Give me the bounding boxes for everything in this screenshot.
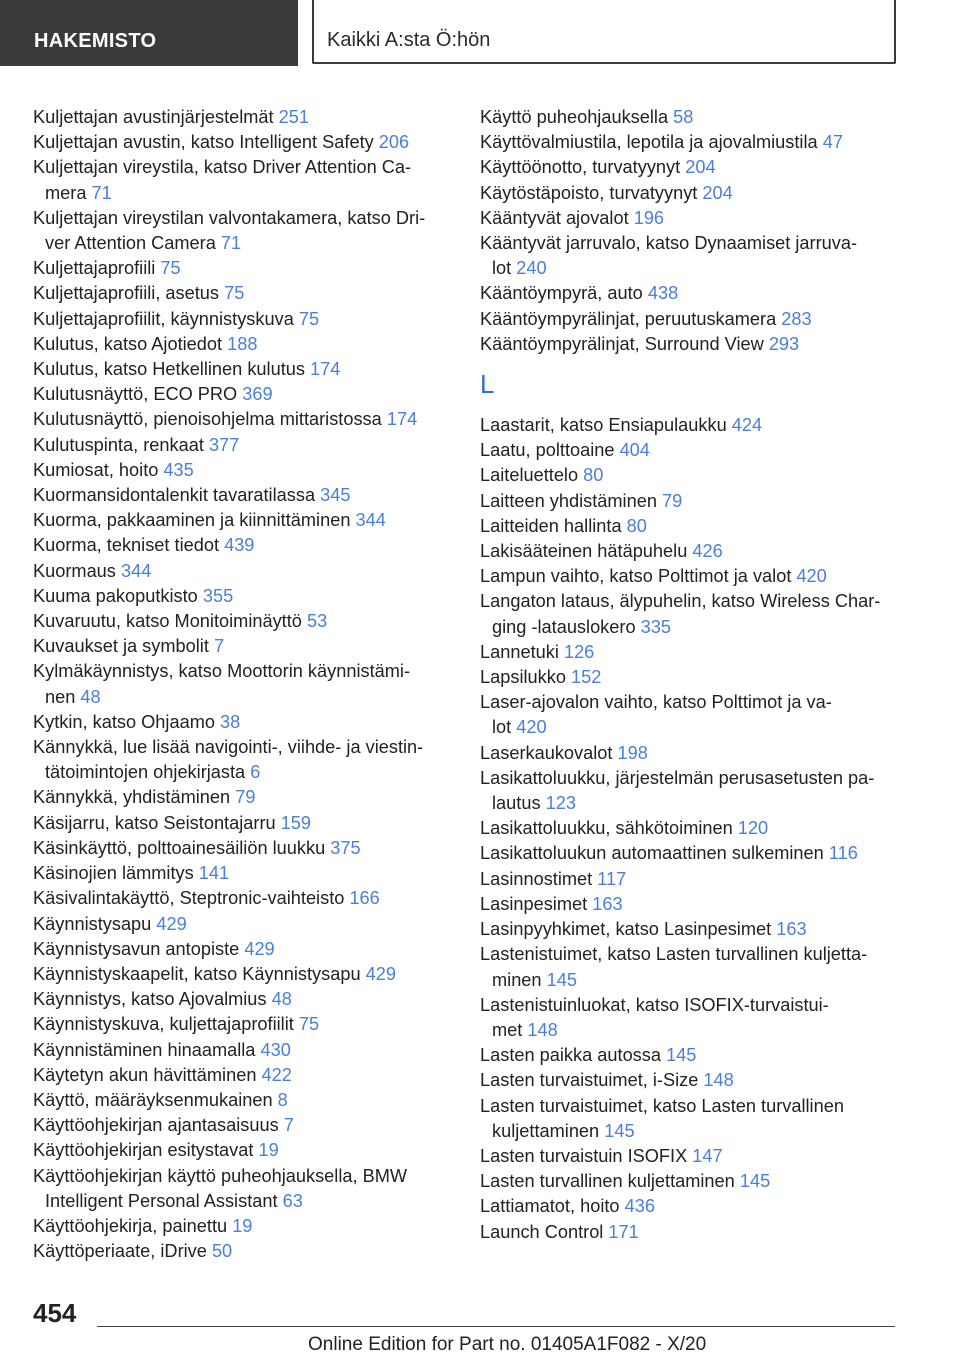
entry-text: Käyttöohjekirjan esitystavat: [33, 1140, 254, 1161]
entry-text: Kuljettajaprofiili: [33, 258, 156, 279]
page-reference-link[interactable]: 283: [781, 308, 812, 329]
entry-text: Kääntöympyrälinjat, peruutuskamera: [480, 308, 777, 329]
entry-text: Kulutuspinta, renkaat: [33, 434, 204, 455]
page-reference-link[interactable]: 377: [208, 434, 240, 455]
page-reference-link[interactable]: 204: [685, 157, 716, 178]
index-column-left: [33, 105, 443, 1264]
page-reference-link[interactable]: 430: [260, 1039, 291, 1060]
page-reference-link[interactable]: 426: [692, 541, 723, 562]
page-reference-link[interactable]: 50: [211, 1241, 233, 1262]
entry-text: Kulutusnäyttö, pienoisohjelma mittaristossa: [33, 409, 382, 430]
index-entry: [480, 514, 900, 539]
page-reference-link[interactable]: 424: [731, 415, 763, 436]
index-entry: [480, 841, 900, 866]
entry-text: Laatu, polttoaine: [480, 440, 615, 461]
page-reference-link[interactable]: 375: [330, 837, 361, 858]
entry-text: Lampun vaihto, katso Polttimot ja valot: [480, 566, 792, 587]
index-entry: [33, 937, 443, 962]
index-column-right: [480, 105, 900, 1245]
index-entry: [480, 281, 900, 306]
page-reference-link[interactable]: 240: [516, 258, 547, 279]
index-entry: [480, 1144, 900, 1169]
page-reference-link[interactable]: 145: [604, 1120, 635, 1141]
index-entry: [33, 609, 443, 634]
index-entry: [480, 892, 900, 917]
index-entry: [480, 181, 900, 206]
entry-text: Lasikattoluukun automaattinen sulkeminen: [480, 843, 824, 864]
entry-text: Kumiosat, hoito: [33, 459, 159, 480]
entry-text: Kännykkä, yhdistäminen: [33, 787, 231, 808]
entry-text: Kuormaus: [33, 560, 116, 581]
entry-text: Käytöstäpoisto, turvatyynyt: [480, 182, 698, 203]
entry-text: Lapsilukko: [480, 667, 566, 688]
entry-text: Käyttöohjekirjan ajantasaisuus: [33, 1115, 279, 1136]
page-reference-link[interactable]: 123: [545, 793, 576, 814]
entry-text: Lastenistuinluokat, katso ISOFIX-turvaistui-: [480, 994, 829, 1015]
index-entry: [33, 1138, 443, 1163]
page-reference-link[interactable]: 47: [822, 132, 843, 153]
entry-text: Laiteluettelo: [480, 465, 579, 486]
index-entry: [480, 741, 900, 766]
page-reference-link[interactable]: 19: [258, 1140, 279, 1161]
index-entry: [33, 912, 443, 937]
page-reference-link[interactable]: 251: [278, 107, 310, 127]
entry-text: Laserkaukovalot: [480, 742, 613, 763]
page-reference-link[interactable]: 145: [546, 969, 577, 990]
index-group-k: [480, 105, 900, 357]
entry-text: lot: [492, 717, 512, 738]
entry-text: Käyttöohjekirja, painettu: [33, 1215, 228, 1236]
entry-text: Kääntöympyrälinjat, Surround View: [480, 333, 764, 354]
page-reference-link[interactable]: 53: [306, 611, 328, 632]
index-entry: [33, 559, 443, 584]
page-reference-link[interactable]: 126: [563, 641, 595, 662]
entry-text: ver Attention Camera: [45, 233, 216, 254]
page-reference-link[interactable]: 148: [527, 1019, 558, 1040]
page-reference-link[interactable]: 159: [280, 812, 312, 833]
section-tab[interactable]: HAKEMISTO: [0, 0, 298, 66]
index-entry: [33, 886, 443, 911]
entry-text: Kytkin, katso Ohjaamo: [33, 711, 215, 732]
page-reference-link[interactable]: 204: [702, 182, 733, 203]
page-reference-link[interactable]: 196: [633, 207, 665, 228]
entry-text: Käyttöönotto, turvatyynyt: [480, 157, 681, 178]
page-reference-link[interactable]: 141: [198, 863, 230, 884]
page-reference-link[interactable]: 145: [739, 1171, 771, 1192]
page-reference-link[interactable]: 188: [227, 333, 258, 354]
entry-text: Kuljettajaprofiili, asetus: [33, 283, 220, 304]
entry-text: Käytetyn akun hävittäminen: [33, 1064, 257, 1085]
index-entry: [33, 1012, 443, 1037]
page-reference-link[interactable]: 7: [283, 1115, 294, 1136]
footer-divider: [97, 1326, 895, 1327]
section-letter-heading: L: [480, 369, 495, 400]
entry-text: Käynnistysavun antopiste: [33, 938, 240, 959]
index-entry: [33, 1214, 443, 1239]
index-entry: [480, 690, 900, 740]
index-entry: [480, 942, 900, 992]
index-entry: [480, 307, 900, 332]
index-entry: [33, 508, 443, 533]
entry-text: kuljettaminen: [492, 1120, 600, 1141]
index-entry: [33, 1164, 443, 1214]
entry-text: Kääntyvät ajovalot: [480, 207, 629, 228]
entry-text: Lasikattoluukku, sähkötoiminen: [480, 818, 733, 839]
page-reference-link[interactable]: 163: [776, 919, 807, 940]
page-reference-link[interactable]: 145: [666, 1045, 697, 1066]
index-entry: [480, 438, 900, 463]
page-reference-link[interactable]: 438: [647, 283, 679, 304]
entry-text: Käyttö, määräyksenmukainen: [33, 1089, 273, 1110]
entry-text: Lastenistuimet, katso Lasten turvallinen kuljetta-: [480, 944, 868, 965]
page-reference-link[interactable]: 163: [592, 893, 623, 914]
page-reference-link[interactable]: 293: [768, 333, 800, 354]
page-reference-link[interactable]: 152: [571, 667, 602, 688]
page-reference-link[interactable]: 422: [261, 1064, 292, 1085]
entry-text: Käsinojien lämmitys: [33, 863, 194, 884]
page-reference-link[interactable]: 58: [673, 107, 694, 127]
index-entry: [33, 1113, 443, 1138]
entry-text: Lasten turvallinen kuljettaminen: [480, 1171, 735, 1192]
page-reference-link[interactable]: 117: [597, 868, 627, 889]
page-reference-link[interactable]: 148: [703, 1070, 734, 1091]
index-entry: [480, 589, 900, 639]
entry-text: Lasten turvaistuimet, katso Lasten turvallinen: [480, 1095, 844, 1116]
page-reference-link[interactable]: 344: [355, 510, 386, 531]
entry-text: Käynnistysapu: [33, 913, 152, 934]
index-entry: [33, 458, 443, 483]
index-entry: [33, 357, 443, 382]
index-entry: [480, 463, 900, 488]
entry-text: Kulutus, katso Ajotiedot: [33, 333, 223, 354]
page-reference-link[interactable]: 48: [80, 686, 101, 707]
entry-text: Lasten paikka autossa: [480, 1045, 661, 1066]
page-reference-link[interactable]: 206: [378, 132, 410, 153]
index-entry: [480, 155, 900, 180]
page-reference-link[interactable]: 369: [242, 384, 273, 405]
index-entry: [33, 130, 443, 155]
page-reference-link[interactable]: 80: [583, 465, 604, 486]
page-reference-link[interactable]: 63: [282, 1190, 303, 1211]
page-reference-link[interactable]: 420: [516, 717, 547, 738]
index-entry: [480, 105, 900, 130]
entry-text: Lasinnostimet: [480, 868, 593, 889]
entry-text: Kuormansidontalenkit tavaratilassa: [33, 485, 316, 506]
page-reference-link[interactable]: 404: [619, 440, 650, 461]
page-reference-link[interactable]: 429: [365, 963, 396, 984]
entry-text: mera: [45, 182, 87, 203]
index-group-l: [480, 413, 900, 1245]
page-header: [0, 0, 960, 66]
entry-text: Laitteiden hallinta: [480, 515, 622, 536]
footer-edition: Online Edition for Part no. 01405A1F082 - X/20: [308, 1334, 707, 1355]
index-entry: [33, 433, 443, 458]
page-reference-link[interactable]: 75: [160, 258, 181, 279]
page-reference-link[interactable]: 439: [224, 535, 255, 556]
page-reference-link[interactable]: 335: [640, 616, 671, 637]
index-entry: [480, 231, 900, 281]
index-entry: [33, 659, 443, 709]
index-entry: [480, 1094, 900, 1144]
entry-text: Launch Control: [480, 1221, 604, 1242]
entry-text: Lasten turvaistuin ISOFIX: [480, 1145, 688, 1166]
page-reference-link[interactable]: 7: [213, 636, 225, 657]
entry-text: Lasinpesimet: [480, 893, 588, 914]
index-entry: [480, 816, 900, 841]
index-entry: [33, 307, 443, 332]
page-reference-link[interactable]: 429: [156, 913, 187, 934]
entry-text: Kuljettajan vireystilan valvontakamera, katso Dri-: [33, 207, 426, 228]
page-reference-link[interactable]: 435: [163, 459, 194, 480]
index-entry: [480, 867, 900, 892]
entry-text: Lannetuki: [480, 641, 559, 662]
index-entry: [33, 1038, 443, 1063]
entry-text: Kuorma, pakkaaminen ja kiinnittäminen: [33, 510, 351, 531]
entry-text: Käyttö puheohjauksella: [480, 107, 669, 127]
index-entry: [33, 382, 443, 407]
page-reference-link[interactable]: 75: [224, 283, 245, 304]
page-reference-link[interactable]: 420: [796, 566, 827, 587]
page-reference-link[interactable]: 38: [220, 711, 241, 732]
page-reference-link[interactable]: 147: [692, 1145, 723, 1166]
index-entry: [33, 811, 443, 836]
page-reference-link[interactable]: 71: [220, 233, 242, 254]
index-entry: [480, 206, 900, 231]
index-entry: [480, 1169, 900, 1194]
entry-text: Kuljettajan avustin, katso Intelligent Safety: [33, 132, 374, 153]
page-reference-link[interactable]: 8: [277, 1089, 288, 1110]
index-entry: [33, 281, 443, 306]
index-entry: [33, 785, 443, 810]
index-entry: [33, 332, 443, 357]
page-reference-link[interactable]: 166: [349, 888, 380, 909]
index-entry: [480, 539, 900, 564]
entry-text: tätoimintojen ohjekirjasta: [45, 762, 246, 783]
index-entry: [33, 634, 443, 659]
index-entry: [480, 564, 900, 589]
entry-text: Lasten turvaistuimet, i-Size: [480, 1070, 699, 1091]
page-reference-link[interactable]: 6: [250, 762, 261, 783]
entry-text: Kuvaukset ja symbolit: [33, 636, 209, 657]
index-entry: [480, 489, 900, 514]
index-entry: [480, 1043, 900, 1068]
page-reference-link[interactable]: 171: [608, 1221, 639, 1242]
subsection-title: Kaikki A:sta Ö:hön: [312, 0, 896, 64]
page-reference-link[interactable]: 174: [386, 409, 418, 430]
entry-text: Kylmäkäynnistys, katso Moottorin käynnistämi-: [33, 661, 411, 682]
entry-text: Lattiamatot, hoito: [480, 1196, 620, 1217]
entry-text: ging -latauslokero: [492, 616, 636, 637]
entry-text: Langaton lataus, älypuhelin, katso Wireless Char-: [480, 591, 881, 612]
entry-text: Laser-ajovalon vaihto, katso Polttimot ja va-: [480, 692, 832, 713]
page-reference-link[interactable]: 80: [626, 515, 647, 536]
entry-text: Intelligent Personal Assistant: [45, 1190, 278, 1211]
entry-text: Käyttöohjekirjan käyttö puheohjauksella, BMW: [33, 1165, 408, 1186]
index-entry: [480, 917, 900, 942]
page-number: 454: [33, 1298, 77, 1328]
entry-text: Kuorma, tekniset tiedot: [33, 535, 220, 556]
entry-text: Käsinkäyttö, polttoainesäiliön luukku: [33, 837, 326, 858]
index-entry: [480, 766, 900, 816]
index-entry: [480, 413, 900, 438]
entry-text: nen: [45, 686, 76, 707]
index-entry: [33, 483, 443, 508]
index-entry: [33, 533, 443, 558]
page-reference-link[interactable]: 120: [737, 818, 769, 839]
index-entry: [33, 1063, 443, 1088]
entry-text: minen: [492, 969, 542, 990]
page-reference-link[interactable]: 75: [298, 1014, 320, 1035]
index-entry: [33, 256, 443, 281]
page-reference-link[interactable]: 344: [120, 560, 152, 581]
entry-text: Laastarit, katso Ensiapulaukku: [480, 415, 727, 436]
index-entry: [480, 1194, 900, 1219]
index-entry: [480, 1068, 900, 1093]
entry-text: lot: [492, 258, 512, 279]
index-entry: [33, 206, 443, 256]
entry-text: Käyttöperiaate, iDrive: [33, 1241, 207, 1262]
entry-text: Käsivalintakäyttö, Steptronic-vaihteisto: [33, 888, 345, 909]
page-reference-link[interactable]: 436: [624, 1196, 655, 1217]
entry-text: Laitteen yhdistäminen: [480, 490, 657, 511]
entry-text: Kännykkä, lue lisää navigointi-, viihde- ja viestin-: [33, 737, 424, 758]
entry-text: Kulutus, katso Hetkellinen kulutus: [33, 359, 305, 380]
page-reference-link[interactable]: 48: [271, 989, 292, 1010]
entry-text: Lasinpyyhkimet, katso Lasinpesimet: [480, 919, 772, 940]
entry-text: Kuvaruutu, katso Monitoiminäyttö: [33, 611, 302, 632]
page-reference-link[interactable]: 79: [235, 787, 256, 808]
entry-text: Lakisääteinen hätäpuhelu: [480, 541, 688, 562]
index-entry: [33, 1088, 443, 1113]
index-entry: [480, 993, 900, 1043]
index-entry: [33, 584, 443, 609]
entry-text: Käynnistys, katso Ajovalmius: [33, 989, 267, 1010]
page-reference-link[interactable]: 116: [828, 843, 858, 864]
index-entry: [33, 836, 443, 861]
entry-text: lautus: [492, 793, 541, 814]
page-reference-link[interactable]: 174: [310, 359, 341, 380]
page-reference-link[interactable]: 345: [320, 485, 351, 506]
index-entry: [33, 962, 443, 987]
index-entry: [33, 407, 443, 432]
entry-text: Kuljettajan vireystila, katso Driver Attention Ca-: [33, 157, 412, 178]
entry-text: Kääntyvät jarruvalo, katso Dynaamiset jarruva-: [480, 233, 858, 254]
entry-text: Lasikattoluukku, järjestelmän perusasetusten pa-: [480, 767, 875, 788]
index-entry: [33, 105, 443, 130]
page-reference-link[interactable]: 19: [232, 1215, 253, 1236]
page-reference-link[interactable]: 71: [91, 182, 112, 203]
page-reference-link[interactable]: 355: [202, 585, 234, 606]
entry-text: Käyttövalmiustila, lepotila ja ajovalmiustila: [480, 132, 818, 153]
index-entry: [33, 155, 443, 205]
index-entry: [480, 130, 900, 155]
entry-text: Käsijarru, katso Seistontajarru: [33, 812, 276, 833]
entry-text: Kuljettajaprofiilit, käynnistyskuva: [33, 308, 294, 329]
entry-text: Kuljettajan avustinjärjestelmät: [33, 107, 274, 127]
entry-text: Kääntöympyrä, auto: [480, 283, 643, 304]
entry-text: Käynnistyskuva, kuljettajaprofiilit: [33, 1014, 294, 1035]
index-entry: [480, 332, 900, 357]
index-entry: [33, 861, 443, 886]
page-reference-link[interactable]: 79: [662, 490, 683, 511]
page-reference-link[interactable]: 198: [617, 742, 648, 763]
entry-text: Kulutusnäyttö, ECO PRO: [33, 384, 238, 405]
index-entry: [33, 735, 443, 785]
index-entry: [33, 710, 443, 735]
entry-text: Käynnistäminen hinaamalla: [33, 1039, 256, 1060]
entry-text: met: [492, 1019, 523, 1040]
page-reference-link[interactable]: 75: [298, 308, 320, 329]
index-entry: [33, 987, 443, 1012]
entry-text: Käynnistyskaapelit, katso Käynnistysapu: [33, 963, 361, 984]
index-entry: [480, 1220, 900, 1245]
entry-text: Kuuma pakoputkisto: [33, 585, 198, 606]
index-entry: [480, 665, 900, 690]
page-reference-link[interactable]: 429: [244, 938, 275, 959]
index-entry: [480, 640, 900, 665]
index-entry: [33, 1239, 443, 1264]
